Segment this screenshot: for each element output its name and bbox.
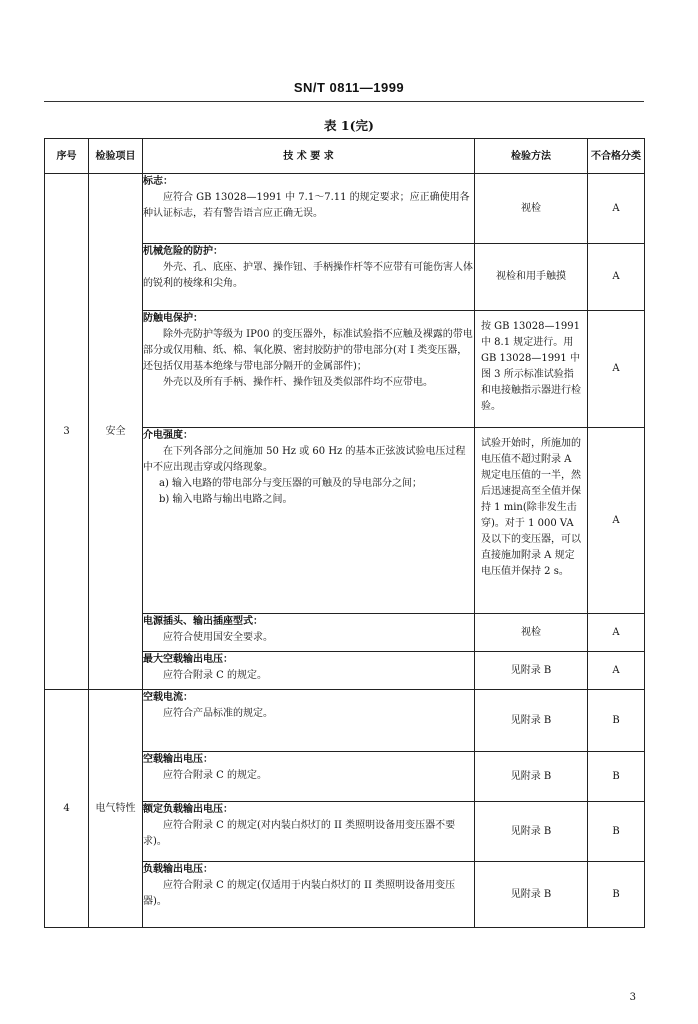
fail-class-cell: A [588, 614, 645, 652]
fail-class-cell: B [588, 752, 645, 802]
requirement-heading: 防触电保护： [143, 313, 203, 324]
table-row [45, 690, 645, 752]
requirement-subitem: b) 输入电路与输出电路之间。 [159, 494, 293, 505]
test-method-cell: 见附录 B [475, 690, 588, 752]
requirement-paragraph: 外壳、孔、底座、护罩、操作钮、手柄操作杆等不应带有可能伤害人体的锐利的棱缘和尖角。 [143, 262, 473, 289]
requirement-heading: 负载输出电压： [143, 864, 213, 875]
fail-class-cell: B [588, 802, 645, 862]
requirement-heading: 空载电流： [143, 692, 193, 703]
table-body [45, 174, 645, 928]
test-method-cell: 按 GB 13028—1991 中 8.1 规定进行。用 GB 13028—1991 中图 3 所示标准试验指和电接触指示器进行检验。 [475, 311, 588, 428]
page-number: 3 [629, 992, 636, 1003]
table-title: 表 1(完) [324, 118, 374, 133]
test-method-cell: 见附录 B [475, 862, 588, 928]
requirement-cell [143, 311, 475, 428]
col-header-method: 检验方法 [475, 139, 588, 174]
requirement-cell [143, 428, 475, 614]
requirement-heading: 标志： [143, 176, 173, 187]
test-method-cell: 视检 [475, 614, 588, 652]
inspection-item-cell: 安全 [89, 174, 143, 690]
requirement-cell [143, 244, 475, 311]
requirement-paragraph: 外壳以及所有手柄、操作杆、操作钮及类似部件均不应带电。 [163, 377, 433, 388]
header-rule [44, 101, 644, 102]
requirement-heading: 空载输出电压： [143, 754, 213, 765]
requirement-paragraph: 应符合 GB 13028—1991 中 7.1～7.11 的规定要求；应正确使用各种认证标志，若有警告语言应正确无误。 [143, 192, 470, 219]
fail-class-cell: A [588, 174, 645, 244]
requirement-paragraph: 应符合附录 C 的规定(对内装白炽灯的 II 类照明设备用变压器不要求)。 [143, 820, 456, 847]
test-method-cell: 视检和用手触摸 [475, 244, 588, 311]
fail-class-cell: B [588, 690, 645, 752]
requirement-paragraph: 应符合产品标准的规定。 [163, 708, 273, 719]
spec-table [44, 138, 645, 928]
test-method-cell: 见附录 B [475, 652, 588, 690]
requirement-heading: 介电强度： [143, 430, 193, 441]
col-header-seq: 序号 [45, 139, 89, 174]
requirement-cell [143, 174, 475, 244]
test-method-cell: 试验开始时，所施加的电压值不超过附录 A 规定电压值的一半，然后迅速提高至全值并保持 1 min(除非发生击穿)。对于 1 000 VA 及以下的变压器，可以直接施加附录 A 规定电压值并保持 2 s。 [475, 428, 588, 614]
table-row [45, 174, 645, 244]
test-method-cell: 见附录 B [475, 802, 588, 862]
requirement-cell [143, 614, 475, 652]
requirement-paragraph: 在下列各部分之间施加 50 Hz 或 60 Hz 的基本正弦波试验电压过程中不应出现击穿或闪络现象。 [143, 446, 466, 473]
requirement-subitem: a) 输入电路的带电部分与变压器的可触及的导电部分之间； [159, 478, 423, 489]
requirement-heading: 电源插头、输出插座型式： [143, 616, 263, 627]
fail-class-cell: B [588, 862, 645, 928]
requirement-cell [143, 652, 475, 690]
page-header: SN/T 0811—1999 [293, 80, 405, 95]
requirement-cell [143, 752, 475, 802]
requirement-paragraph: 除外壳防护等级为 IP00 的变压器外，标准试验指不应触及裸露的带电部分或仅用釉、纸、棉、氧化膜、密封胶防护的带电部分(对 I 类变压器，还包括仅用基本绝缘与带电部分隔开的金属部件)； [143, 329, 473, 372]
requirement-paragraph: 应符合附录 C 的规定(仅适用于内装白炽灯的 II 类照明设备用变压器)。 [143, 880, 456, 907]
requirement-paragraph: 应符合使用国安全要求。 [163, 632, 273, 643]
seq-cell: 3 [45, 174, 89, 690]
requirement-cell [143, 862, 475, 928]
test-method-cell: 视检 [475, 174, 588, 244]
inspection-item-cell: 电气特性 [89, 690, 143, 928]
col-header-fail-class: 不合格分类 [588, 139, 645, 174]
col-header-requirements: 技 术 要 求 [143, 139, 475, 174]
requirement-heading: 最大空载输出电压： [143, 654, 233, 665]
requirement-paragraph: 应符合附录 C 的规定。 [163, 770, 268, 781]
fail-class-cell: A [588, 652, 645, 690]
requirement-cell [143, 802, 475, 862]
fail-class-cell: A [588, 428, 645, 614]
fail-class-cell: A [588, 311, 645, 428]
test-method-cell: 见附录 B [475, 752, 588, 802]
requirement-heading: 额定负载输出电压： [143, 804, 233, 815]
fail-class-cell: A [588, 244, 645, 311]
table-header-row [45, 139, 645, 174]
seq-cell: 4 [45, 690, 89, 928]
requirement-heading: 机械危险的防护： [143, 246, 223, 257]
col-header-item: 检验项目 [89, 139, 143, 174]
requirement-cell [143, 690, 475, 752]
requirement-paragraph: 应符合附录 C 的规定。 [163, 670, 268, 681]
